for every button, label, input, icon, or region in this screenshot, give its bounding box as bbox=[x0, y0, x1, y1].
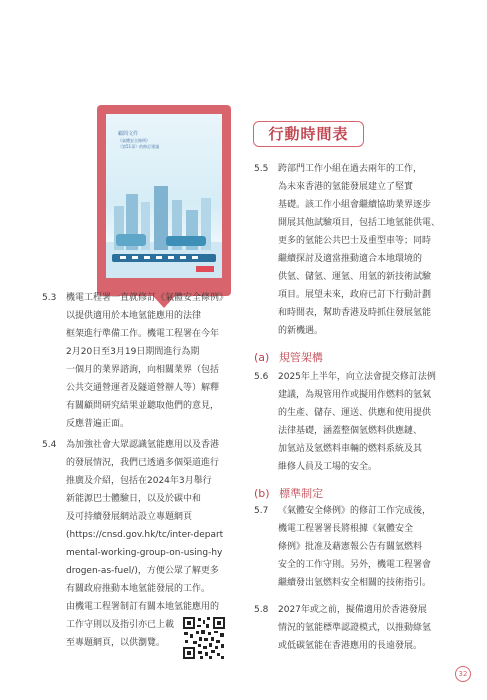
paragraph-line: 2025年上半年，向立法會提交修訂法例 bbox=[278, 372, 436, 382]
paragraph-line: 加氫站及氫燃料車輛的燃料系統及其 bbox=[278, 444, 423, 454]
paragraph-5-7 bbox=[254, 502, 454, 592]
section-title: 行動時間表 bbox=[253, 121, 364, 147]
cover-title: 顧問文件 bbox=[118, 131, 139, 137]
paragraph-line: 2027年或之前，擬備適用於香港發展 bbox=[278, 605, 427, 615]
paragraph-line: 工作守則以及指引亦已上載 bbox=[66, 620, 175, 630]
paragraph-line: 建議，為規管用作或擬用作燃料的氫氣 bbox=[278, 390, 432, 400]
subheading-letter: (b) bbox=[254, 487, 270, 500]
subheading-title: 標準制定 bbox=[279, 487, 324, 500]
paragraph-line: 情況的氫能標準認證模式，以推動綠氫 bbox=[278, 623, 432, 633]
paragraph-5-6 bbox=[254, 368, 454, 476]
paragraph-line: 繼續探討及適當推動適合本地環境的 bbox=[278, 254, 423, 264]
city-illustration bbox=[106, 172, 222, 278]
paragraph-line: 2月20日至3月19日期間進行為期 bbox=[66, 347, 200, 357]
paragraph-line: 項目。展望未來，政府已訂下行動計劃 bbox=[278, 290, 432, 300]
subheading-regulatory-framework bbox=[254, 349, 323, 365]
paragraph-line: 繼續發出氫燃料安全相關的技術指引。 bbox=[278, 578, 432, 588]
paragraph-number: 5.6 bbox=[254, 372, 269, 382]
paragraph-number: 5.4 bbox=[42, 440, 57, 450]
qr-code[interactable] bbox=[182, 616, 226, 660]
paragraph-line: 或低碳氫能在香港應用的長遠發展。 bbox=[278, 641, 423, 651]
paragraph-line: 以提供適用於本地氫能應用的法律 bbox=[66, 311, 202, 321]
paragraph-number: 5.3 bbox=[42, 293, 57, 303]
subheading-standards bbox=[254, 485, 323, 501]
paragraph-line: 基礎。該工作小組會繼續協助業界逐步 bbox=[278, 200, 432, 210]
paragraph-line: 機電工程署署長將根據《氣體安全 bbox=[278, 524, 414, 534]
paragraph-line: 開展其他試驗項目，包括工地氫能供電、 bbox=[278, 218, 441, 228]
document-cover-image bbox=[106, 114, 222, 278]
paragraph-line: 由機電工程署制訂有關本地氫能應用的 bbox=[66, 602, 220, 612]
paragraph-number: 5.5 bbox=[254, 164, 269, 174]
paragraph-line: mental-working-group-on-using-hy bbox=[66, 548, 223, 558]
paragraph-line: 反應普遍正面。 bbox=[66, 419, 130, 429]
paragraph-line: 的發展情況，我們已透過多個渠道進行 bbox=[66, 458, 220, 468]
paragraph-line: 推廣及介紹，包括在2024年3月舉行 bbox=[66, 476, 212, 486]
paragraph-line: 框架進行準備工作。機電工程署在今年 bbox=[66, 329, 220, 339]
subheading-letter: (a) bbox=[254, 351, 270, 364]
paragraph-line: 新能源巴士體驗日，以及於碳中和 bbox=[66, 494, 202, 504]
paragraph-line: 及可持續發展網站設立專題網頁 bbox=[66, 512, 193, 522]
paragraph-5-8 bbox=[254, 601, 454, 655]
paragraph-line: 機電工程署一直就修訂《氣體安全條例》 bbox=[66, 293, 229, 303]
paragraph-line: 為加強社會大眾認識氫能應用以及香港 bbox=[66, 440, 220, 450]
paragraph-line: 有關政府推動本地氫能發展的工作。 bbox=[66, 584, 211, 594]
page-number: 32 bbox=[455, 666, 471, 682]
paragraph-5-3 bbox=[42, 289, 242, 433]
paragraph-number: 5.8 bbox=[254, 605, 269, 615]
paragraph-line: 跨部門工作小組在過去兩年的工作， bbox=[278, 164, 423, 174]
paragraph-line: 維修人員及工場的安全。 bbox=[278, 462, 378, 472]
paragraph-line: 的新機遇。 bbox=[278, 326, 324, 336]
paragraph-line: 安全的工作守則。另外，機電工程署會 bbox=[278, 560, 432, 570]
paragraph-line: drogen-as-fuel/)，方便公眾了解更多 bbox=[66, 566, 219, 576]
paragraph-line: 一個月的業界諮詢，向相關業界（包括 bbox=[66, 365, 220, 375]
paragraph-line: 和時間表，幫助香港及時抓住發展氫能 bbox=[278, 308, 432, 318]
cover-line-1: 《氣體安全條例》 bbox=[118, 138, 150, 143]
paragraph-line: 供氫、儲氫、運氫、用氫的新技術試驗 bbox=[278, 272, 432, 282]
paragraph-line: 的生產、儲存、運送、供應和使用提供 bbox=[278, 408, 432, 418]
paragraph-line: 至專題網頁，以供瀏覽。 bbox=[66, 638, 166, 648]
paragraph-line: 公共交通營運者及隧道營辦人等）解釋 bbox=[66, 383, 220, 393]
paragraph-line: 有關顧問研究結果並聽取他們的意見， bbox=[66, 401, 220, 411]
paragraph-5-5 bbox=[254, 160, 454, 340]
paragraph-line: (https://cnsd.gov.hk/tc/inter-depart bbox=[66, 530, 224, 540]
paragraph-line: 為未來香港的氫能發展建立了堅實 bbox=[278, 182, 414, 192]
paragraph-line: 法律基礎，涵蓋整個氫燃料供應鏈、 bbox=[278, 426, 423, 436]
cover-line-2: （第51章）的修訂建議 bbox=[118, 144, 160, 149]
paragraph-number: 5.7 bbox=[254, 506, 269, 516]
paragraph-line: 更多的氫能公共巴士及重型車等；同時 bbox=[278, 236, 432, 246]
paragraph-line: 《氣體安全條例》的修訂工作完成後， bbox=[278, 506, 432, 516]
paragraph-line: 條例》批准及藉憲報公告有關氫燃料 bbox=[278, 542, 423, 552]
document-cover-card bbox=[97, 105, 231, 296]
subheading-title: 規管架構 bbox=[278, 351, 323, 364]
